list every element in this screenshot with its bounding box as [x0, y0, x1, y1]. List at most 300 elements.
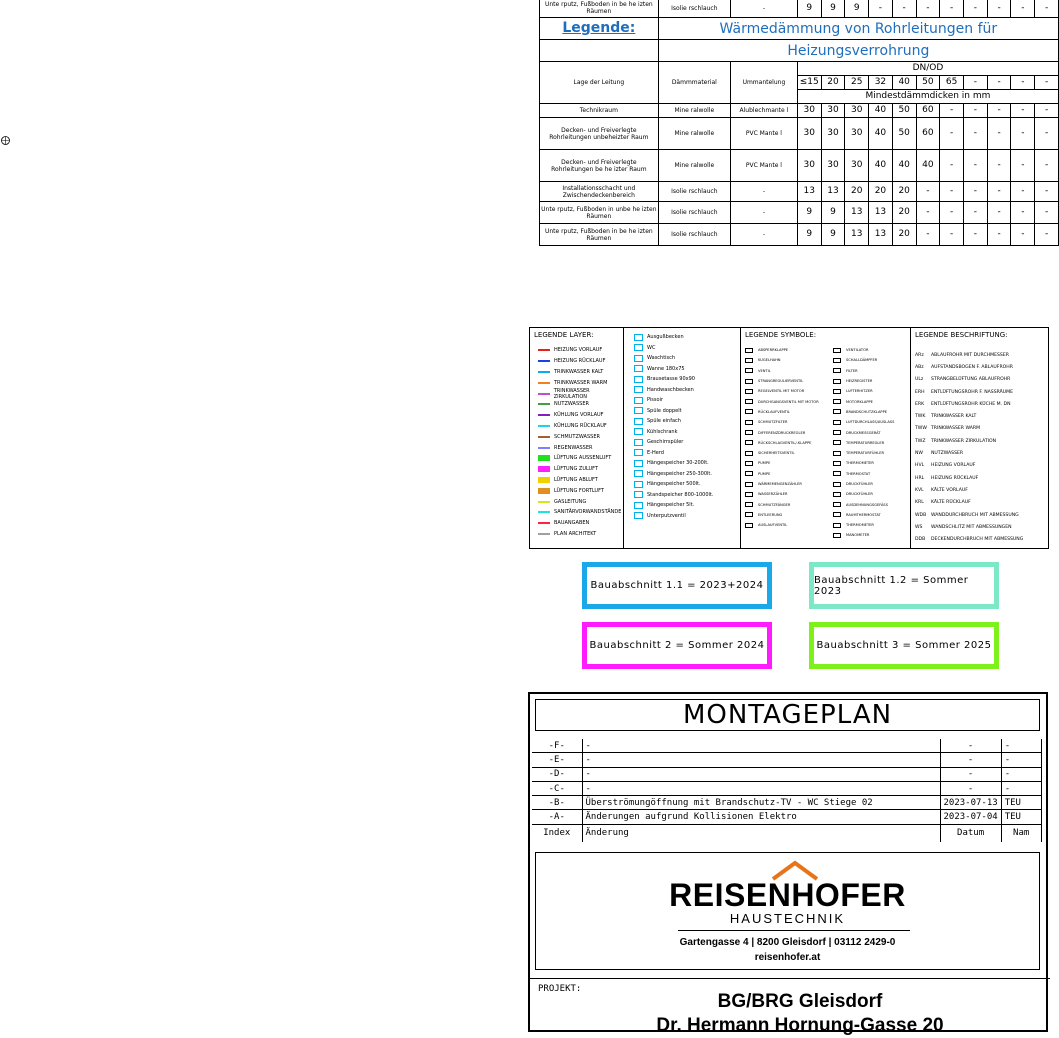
valve-symbol-icon	[833, 348, 841, 353]
label-code: ARz	[915, 352, 924, 358]
symbol-item	[745, 469, 829, 479]
thickness-value: -	[940, 224, 964, 246]
object-item	[634, 437, 740, 448]
label-text: WANDSCHLITZ MIT ABMESSUNGEN	[931, 524, 1012, 530]
thickness-value: -	[1035, 118, 1059, 150]
thickness-value: -	[964, 118, 988, 150]
symbol-item	[745, 345, 829, 355]
object-item	[634, 458, 740, 469]
symbol-label: ABSPERRKLAPPE	[758, 348, 789, 353]
symbol-label: KUGELHAHN	[758, 358, 781, 363]
object-label: Spüle einfach	[647, 418, 681, 425]
symbol-label: DRUCKMESSGERÄT	[846, 430, 881, 435]
valve-symbol-icon	[833, 440, 841, 445]
thickness-value: -	[1035, 150, 1059, 182]
layer-item	[538, 388, 623, 399]
symbol-item	[745, 499, 829, 509]
layer-color-swatch	[538, 522, 550, 524]
fixture-icon	[634, 344, 643, 351]
phase-box: Bauabschnitt 3 = Sommer 2025	[809, 622, 999, 669]
layer-label: REGENWASSER	[554, 444, 593, 451]
thickness-value: 20	[845, 182, 869, 202]
symbol-item	[833, 386, 909, 396]
label-code: TWK	[915, 414, 926, 420]
layer-color-swatch	[538, 403, 550, 405]
company-address: Gartengasse 4 | 8200 Gleisdorf | 03112 2429-0	[679, 937, 896, 948]
dn-value: 32	[869, 76, 893, 90]
thickness-value: -	[940, 182, 964, 202]
symbol-item	[833, 345, 909, 355]
thickness-value: -	[940, 104, 964, 118]
thickness-value: 13	[845, 202, 869, 224]
thickness-value: -	[964, 150, 988, 182]
revision-header	[532, 824, 1041, 842]
label-code: TWZ	[915, 438, 926, 444]
label-item	[915, 361, 1051, 373]
label-item	[915, 423, 1051, 435]
layer-label: LÜFTUNG ZULUFT	[554, 466, 599, 473]
label-code: WDB	[915, 512, 927, 518]
row-jacket: Alublechmante l	[730, 104, 797, 118]
symbol-item	[833, 438, 909, 448]
layer-label: TRINKWASSER KALT	[554, 368, 604, 375]
legend-layer-title: LEGENDE LAYER:	[534, 331, 594, 339]
thickness-value: -	[1011, 202, 1035, 224]
thickness-value: -	[869, 0, 893, 18]
layer-label: SANITÄRVORWANDSTÄNDE	[554, 509, 622, 516]
revision-row	[532, 781, 1041, 795]
symbol-label: MOTORKLAPPE	[846, 399, 873, 404]
object-item	[634, 448, 740, 459]
valve-symbol-icon	[745, 471, 753, 476]
symbol-label: REGELVENTIL MIT MOTOR	[758, 389, 805, 394]
symbol-label: THERMOSTAT	[846, 471, 871, 476]
revision-header-change: Änderung	[582, 824, 940, 842]
thickness-value: 30	[821, 118, 845, 150]
valve-symbol-icon	[833, 523, 841, 528]
symbol-item	[833, 417, 909, 427]
label-item	[915, 521, 1051, 533]
symbol-label: RAUMTHERMOSTAT	[846, 512, 881, 517]
layer-color-swatch	[538, 466, 550, 472]
layer-label: LÜFTUNG AUSSENLUFT	[554, 455, 612, 462]
valve-symbol-icon	[833, 379, 841, 384]
thickness-value: -	[1011, 182, 1035, 202]
thickness-value: 9	[797, 0, 821, 18]
thickness-value: 13	[869, 202, 893, 224]
symbol-label: SCHMUTZFILTER	[758, 420, 788, 425]
symbol-item	[833, 489, 909, 499]
layer-label: GASLEITUNG	[554, 498, 587, 505]
revision-change: Änderungen aufgrund Kollisionen Elektro	[582, 810, 940, 824]
valve-symbol-icon	[745, 440, 753, 445]
plan-title: MONTAGEPLAN	[535, 699, 1040, 731]
thickness-value: 9	[845, 0, 869, 18]
valve-symbol-icon	[745, 348, 753, 353]
object-item	[634, 395, 740, 406]
label-text: STRANGBELÜFTUNG ABLAUFROHR	[931, 377, 1011, 383]
row-jacket: PVC Mante l	[730, 118, 797, 150]
project-address: Dr. Hermann Hornung-Gasse 20	[656, 1015, 944, 1036]
dn-value: 40	[892, 76, 916, 90]
legend-labels-column	[911, 328, 1051, 548]
layer-color-swatch	[538, 393, 550, 395]
dn-value: 25	[845, 76, 869, 90]
thickness-value: -	[1035, 202, 1059, 224]
label-code: NW	[915, 451, 923, 457]
fixture-icon	[634, 365, 643, 372]
layer-color-swatch	[538, 477, 550, 483]
symbol-label: LUFTDURCHLASS/AUSLASS	[846, 420, 895, 425]
object-item	[634, 469, 740, 480]
thickness-value: 40	[869, 104, 893, 118]
layer-color-swatch	[538, 349, 550, 351]
symbol-item	[833, 520, 909, 530]
valve-symbol-icon	[745, 523, 753, 528]
thickness-value: -	[1035, 182, 1059, 202]
symbol-item	[745, 448, 829, 458]
symbol-item	[745, 489, 829, 499]
layer-item	[538, 431, 623, 442]
symbol-item	[745, 407, 829, 417]
valve-symbol-icon	[833, 482, 841, 487]
thickness-value: -	[987, 202, 1011, 224]
fixture-icon	[634, 376, 643, 383]
row-material: Isolie rschlauch	[658, 0, 730, 18]
thickness-value: -	[987, 224, 1011, 246]
valve-symbol-icon	[745, 461, 753, 466]
fixture-icon	[634, 334, 643, 341]
layer-item	[538, 529, 623, 540]
thickness-value: 40	[916, 150, 940, 182]
object-label: Spüle doppelt	[647, 407, 682, 414]
symbol-label: TEMPERATURREGLER	[846, 440, 885, 445]
symbol-item	[745, 355, 829, 365]
thickness-value: 9	[821, 0, 845, 18]
row-material: Mine ralwolle	[658, 104, 730, 118]
row-location: Decken- und Freiverlegte Rohrleitungen be he izter Raum	[540, 150, 659, 182]
layer-item	[538, 356, 623, 367]
revision-change: Überströmungöffnung mit Brandschutz-TV - WC Stiege 02	[582, 796, 940, 810]
label-text: KÄLTE RÜCKLAUF	[931, 500, 971, 506]
layer-label: HEIZUNG VORLAUF	[554, 347, 603, 354]
thickness-value: -	[987, 104, 1011, 118]
insulation-row	[540, 150, 1059, 182]
object-label: Kühlschrank	[647, 428, 678, 435]
layer-item	[538, 453, 623, 464]
layer-color-swatch	[538, 425, 550, 427]
thickness-value: 13	[821, 182, 845, 202]
row-jacket: -	[730, 182, 797, 202]
row-material: Isolie rschlauch	[658, 224, 730, 246]
thickness-value: 13	[797, 182, 821, 202]
revision-index: -B-	[532, 796, 582, 810]
thickness-value: 30	[845, 118, 869, 150]
fixture-icon	[634, 407, 643, 414]
label-code: DDB	[915, 537, 926, 543]
object-item	[634, 374, 740, 385]
label-text: HEIZUNG RÜCKLAUF	[931, 475, 979, 481]
valve-symbol-icon	[833, 430, 841, 435]
layer-label: KÜHLUNG RÜCKLAUF	[554, 422, 607, 429]
thickness-value: 40	[869, 150, 893, 182]
revision-row	[532, 767, 1041, 781]
symbol-label: THERMOMETER	[846, 461, 874, 466]
revision-name: -	[1001, 781, 1041, 795]
symbol-item	[833, 376, 909, 386]
symbol-label: WÄRMEMENGENZÄHLER	[758, 482, 802, 486]
revision-index: -E-	[532, 753, 582, 767]
layer-color-swatch	[538, 371, 550, 373]
valve-symbol-icon	[745, 492, 753, 497]
dn-label: DN/OD	[797, 62, 1058, 76]
revision-header-index: Index	[532, 824, 582, 842]
thickness-value: 9	[821, 224, 845, 246]
object-label: Unterputzventil	[647, 512, 686, 519]
object-label: Hängespeicher 5lt.	[647, 502, 695, 509]
project-block	[530, 978, 1050, 1038]
label-item	[915, 398, 1051, 410]
insulation-table	[539, 0, 1059, 246]
thickness-value: 30	[821, 150, 845, 182]
layer-color-swatch	[538, 511, 550, 513]
row-material: Mine ralwolle	[658, 118, 730, 150]
symbol-item	[745, 366, 829, 376]
object-label: Geschirrspüler	[647, 439, 684, 446]
valve-symbol-icon	[745, 451, 753, 456]
layer-item	[538, 518, 623, 529]
thickness-value: -	[916, 202, 940, 224]
thickness-value: -	[940, 0, 964, 18]
thickness-value: -	[964, 182, 988, 202]
object-label: Ausgußbecken	[647, 334, 684, 341]
symbol-item	[745, 427, 829, 437]
symbol-label: STRANGREGULIERVENTIL	[758, 379, 804, 384]
min-label: Mindestdämmdicken in mm	[797, 90, 1058, 104]
valve-symbol-icon	[745, 502, 753, 507]
object-label: Waschtisch	[647, 355, 676, 362]
label-item	[915, 410, 1051, 422]
symbol-item	[745, 396, 829, 406]
valve-symbol-icon	[833, 389, 841, 394]
object-label: Wanne 180x75	[647, 365, 685, 372]
company-web: reisenhofer.at	[754, 952, 821, 963]
thickness-value: 20	[869, 182, 893, 202]
thickness-value: 13	[869, 224, 893, 246]
company-subtitle: HAUSTECHNIK	[729, 911, 846, 926]
symbol-label: DRUCKFÜHLER	[846, 492, 873, 497]
revision-name: TEU	[1001, 810, 1041, 824]
thickness-value: -	[987, 0, 1011, 18]
thickness-value: 30	[797, 118, 821, 150]
thickness-value: -	[1035, 104, 1059, 118]
thickness-value: 30	[845, 150, 869, 182]
fixture-icon	[634, 470, 643, 477]
layer-item	[538, 345, 623, 356]
company-logo-block	[535, 852, 1040, 970]
symbol-item	[833, 407, 909, 417]
object-label: Standspeicher 800-1000lt.	[647, 491, 714, 498]
label-item	[915, 447, 1051, 459]
revision-header-name: Nam	[1001, 824, 1041, 842]
legend-labels-title: LEGENDE BESCHRIFTUNG:	[915, 331, 1008, 339]
object-item	[634, 500, 740, 511]
object-item	[634, 364, 740, 375]
fixture-icon	[634, 502, 643, 509]
layer-item	[538, 464, 623, 475]
layer-label: SCHMUTZWASSER	[554, 433, 600, 440]
revision-index: -D-	[532, 767, 582, 781]
symbol-item	[833, 396, 909, 406]
revision-row	[532, 753, 1041, 767]
layer-item	[538, 442, 623, 453]
dn-value: 65	[940, 76, 964, 90]
insulation-row	[540, 104, 1059, 118]
valve-symbol-icon	[745, 379, 753, 384]
thickness-value: 20	[892, 202, 916, 224]
revision-name: -	[1001, 753, 1041, 767]
layer-item	[538, 485, 623, 496]
revision-index: -C-	[532, 781, 582, 795]
revision-change: -	[582, 767, 940, 781]
label-code: KVL	[915, 487, 924, 493]
row-location: Installationsschacht und Zwischendeckenbereich	[540, 182, 659, 202]
fixture-icon	[634, 460, 643, 467]
symbol-label: RÜCKSCHLAGVENTIL/-KLAPPE	[758, 440, 812, 445]
symbol-item	[833, 458, 909, 468]
revision-table	[532, 739, 1052, 842]
revision-change: -	[582, 753, 940, 767]
revision-name: TEU	[1001, 796, 1041, 810]
object-item	[634, 427, 740, 438]
layer-item	[538, 410, 623, 421]
symbol-item	[745, 510, 829, 520]
symbol-label: SCHMUTZFÄNGER	[758, 502, 791, 507]
layer-item	[538, 507, 623, 518]
symbol-label: DIFFERENZDRUCKREGLER	[758, 430, 806, 435]
symbol-label: DRUCKFÜHLER	[846, 482, 873, 486]
row-location: Decken- und Freiverlegte Rohrleitungen unbeheizter Raum	[540, 118, 659, 150]
symbol-item	[745, 479, 829, 489]
object-label: Brausetasse 90x90	[647, 376, 695, 383]
insulation-row	[540, 224, 1059, 246]
object-item	[634, 479, 740, 490]
valve-symbol-icon	[745, 430, 753, 435]
symbol-item	[745, 376, 829, 386]
symbol-item	[745, 458, 829, 468]
object-label: Pissoir	[647, 397, 664, 404]
symbol-item	[833, 448, 909, 458]
label-item	[915, 386, 1051, 398]
label-text: ENTLÜFTUNGSROHR F. NASSRÄUME	[931, 389, 1014, 395]
label-text: KÄLTE VORLAUF	[931, 487, 968, 493]
fixture-icon	[634, 428, 643, 435]
label-text: TRINKWASSER ZIRKULATION	[931, 438, 997, 444]
phase-box: Bauabschnitt 1.2 = Sommer 2023	[809, 562, 999, 609]
revision-date: -	[940, 767, 1001, 781]
fixture-icon	[634, 355, 643, 362]
label-code: ULz	[915, 377, 924, 383]
thickness-value: 50	[892, 104, 916, 118]
valve-symbol-icon	[833, 461, 841, 466]
thickness-value: -	[1011, 150, 1035, 182]
insulation-heading-2: Heizungsverrohrung	[658, 40, 1058, 62]
label-code: WS	[915, 524, 923, 530]
object-label: Hängespeicher 30-200lt.	[647, 460, 709, 467]
symbol-label: AUSLAUFVENTIL	[758, 523, 788, 528]
phase-box: Bauabschnitt 2 = Sommer 2024	[582, 622, 772, 669]
thickness-value: -	[940, 118, 964, 150]
revision-change: -	[582, 739, 940, 753]
revision-date: -	[940, 753, 1001, 767]
layer-color-swatch	[538, 414, 550, 416]
revision-date: -	[940, 739, 1001, 753]
object-item	[634, 353, 740, 364]
revision-header-date: Datum	[940, 824, 1001, 842]
insulation-row	[540, 118, 1059, 150]
row-material: Isolie rschlauch	[658, 182, 730, 202]
thickness-value: 9	[797, 224, 821, 246]
legend-layer-column	[530, 328, 624, 548]
legend-symbols-title: LEGENDE SYMBOLE:	[745, 331, 817, 339]
row-jacket: -	[730, 202, 797, 224]
symbol-label: ENTLEERUNG	[758, 512, 783, 517]
label-code: ERK	[915, 401, 925, 407]
layer-label: TRINKWASSER WARM	[554, 379, 608, 386]
row-location: Technikraum	[540, 104, 659, 118]
layer-label: KÜHLUNG VORLAUF	[554, 412, 604, 419]
fixture-icon	[634, 512, 643, 519]
legend-symbols-column	[741, 328, 911, 548]
thickness-value: 30	[797, 104, 821, 118]
layer-color-swatch	[538, 360, 550, 362]
object-item	[634, 416, 740, 427]
fixture-icon	[634, 449, 643, 456]
thickness-value: 20	[892, 224, 916, 246]
label-item	[915, 349, 1051, 361]
revision-date: 2023-07-04	[940, 810, 1001, 824]
dn-value: -	[1011, 76, 1035, 90]
layer-label: HEIZUNG RÜCKLAUF	[554, 358, 606, 365]
layer-label: TRINKWASSER ZIRKULATION	[553, 387, 590, 400]
symbol-label: AUSDEHNUNGSGEFÄSS	[846, 502, 888, 507]
layer-label: LÜFTUNG ABLUFT	[554, 476, 598, 483]
object-label: Hängespeicher 500lt.	[647, 481, 701, 488]
dn-value: -	[964, 76, 988, 90]
label-text: HEIZUNG VORLAUF	[931, 463, 976, 469]
fixture-icon	[634, 386, 643, 393]
object-item	[634, 385, 740, 396]
layer-color-swatch	[538, 455, 550, 461]
revision-row	[532, 796, 1041, 810]
col-location: Lage der Leitung	[540, 62, 659, 104]
fixture-icon	[634, 491, 643, 498]
object-label: Handwaschbecken	[647, 386, 694, 393]
symbol-label: VENTIL	[758, 368, 771, 373]
row-material: Mine ralwolle	[658, 150, 730, 182]
compass-marker-icon	[0, 131, 11, 142]
label-item	[915, 460, 1051, 472]
symbol-label: BRANDSCHUTZKLAPPE	[846, 409, 888, 414]
thickness-value: 20	[892, 182, 916, 202]
thickness-value: 60	[916, 104, 940, 118]
label-text: WANDDURCHBRUCH MIT ABMESSUNG	[931, 512, 1019, 518]
symbol-item	[745, 520, 829, 530]
valve-symbol-icon	[745, 409, 753, 414]
label-text: AUFSTANDSBOGEN F. ABLAUFROHR	[931, 364, 1013, 370]
valve-symbol-icon	[833, 399, 841, 404]
project-label: PROJEKT:	[538, 984, 582, 994]
